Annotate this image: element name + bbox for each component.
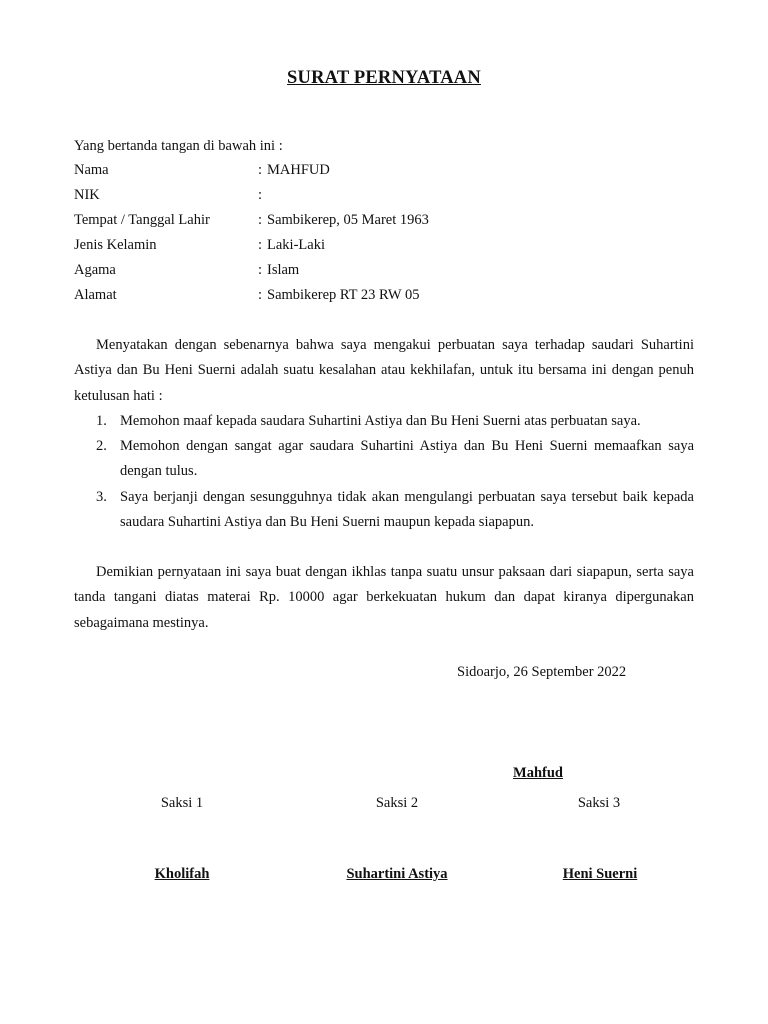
field-separator: : bbox=[258, 162, 263, 178]
list-text: Saya berjanji dengan sesungguhnya tidak akan mengulangi perbuatan saya tersebut baik kepada saudara Suhartini Astiya dan Bu Heni Suerni maupun kepada siapapun. bbox=[120, 489, 694, 531]
field-separator: : bbox=[258, 237, 263, 253]
field-row-jenis-kelamin bbox=[74, 235, 694, 255]
field-row-ttl bbox=[74, 210, 694, 230]
list-number: 1. bbox=[96, 413, 107, 429]
field-row-alamat bbox=[74, 285, 694, 305]
field-value: MAHFUD bbox=[267, 162, 330, 178]
witness-name-3: Heni Suerni bbox=[562, 866, 638, 882]
place-date: Sidoarjo, 26 September 2022 bbox=[457, 664, 627, 680]
field-label: Agama bbox=[74, 262, 116, 278]
document-title: SURAT PERNYATAAN bbox=[287, 68, 481, 88]
witness-label-1: Saksi 1 bbox=[160, 795, 204, 811]
field-row-nik bbox=[74, 185, 694, 205]
closing-paragraph: Demikian pernyataan ini saya buat dengan ikhlas tanpa suatu unsur paksaan dari siapapun, serta saya tanda tangani diatas materai Rp. 10000 agar berkekuatan hukum dan dapat kiranya dipergunakan sebagaimana mestinya. bbox=[74, 564, 694, 631]
signatory-name: Mahfud bbox=[513, 765, 563, 781]
field-separator: : bbox=[258, 287, 263, 303]
field-value: Laki-Laki bbox=[267, 237, 325, 253]
field-label: Alamat bbox=[74, 287, 117, 303]
list-number: 2. bbox=[96, 438, 107, 454]
witness-name-2: Suhartini Astiya bbox=[346, 866, 448, 882]
field-row-nama bbox=[74, 160, 694, 180]
witness-name-1: Kholifah bbox=[154, 866, 210, 882]
list-number: 3. bbox=[96, 489, 107, 505]
list-text: Memohon dengan sangat agar saudara Suhartini Astiya dan Bu Heni Suerni memaafkan saya dengan tulus. bbox=[120, 438, 694, 480]
field-separator: : bbox=[258, 187, 263, 203]
field-value: Islam bbox=[267, 262, 300, 278]
statement-paragraph: Menyatakan dengan sebenarnya bahwa saya mengakui perbuatan saya terhadap saudari Suhartini Astiya dan Bu Heni Suerni adalah suatu kesalahan atau kekhilafan, untuk itu bersama ini dengan penuh ketulusan hati : bbox=[74, 337, 694, 404]
field-separator: : bbox=[258, 262, 263, 278]
list-text: Memohon maaf kepada saudara Suhartini Astiya dan Bu Heni Suerni atas perbuatan saya. bbox=[120, 413, 641, 429]
field-label: NIK bbox=[74, 187, 100, 203]
intro-text: Yang bertanda tangan di bawah ini : bbox=[74, 138, 283, 154]
field-value: Sambikerep, 05 Maret 1963 bbox=[267, 212, 429, 228]
field-label: Tempat / Tanggal Lahir bbox=[74, 212, 210, 228]
field-label: Nama bbox=[74, 162, 109, 178]
witness-label-3: Saksi 3 bbox=[577, 795, 621, 811]
field-label: Jenis Kelamin bbox=[74, 237, 157, 253]
field-separator: : bbox=[258, 212, 263, 228]
field-row-agama bbox=[74, 260, 694, 280]
witness-label-2: Saksi 2 bbox=[375, 795, 419, 811]
field-value: Sambikerep RT 23 RW 05 bbox=[267, 287, 420, 303]
